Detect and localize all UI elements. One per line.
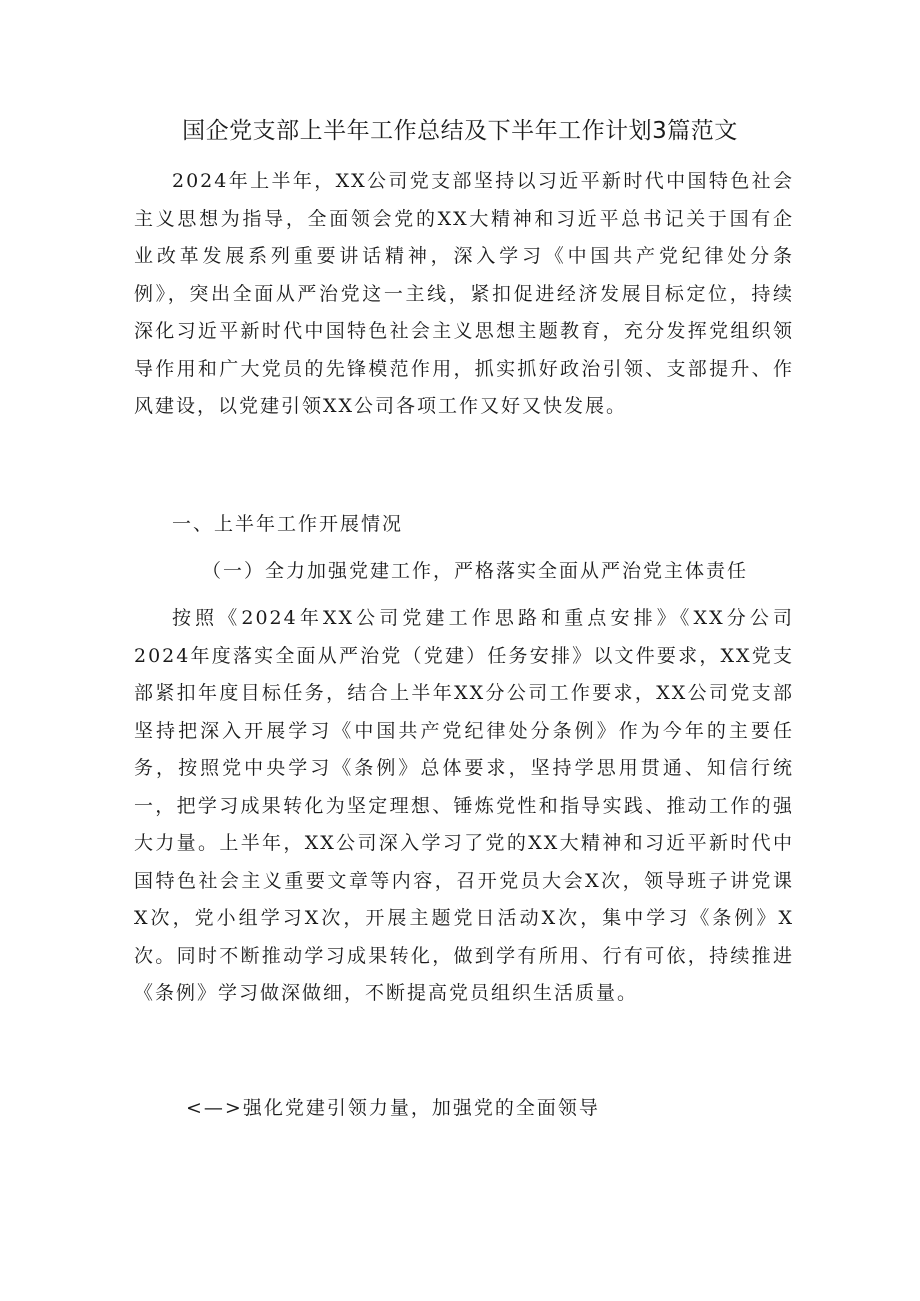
section-heading: 一、上半年工作开展情况 [172, 513, 404, 535]
subsection-1-paragraph: 按照《2024年XX公司党建工作思路和重点安排》《XX分公司2024年度落实全面从严治党（党建）任务安排》以文件要求，XX党支部紧扣年度目标任务，结合上半年XX分公司工作要求，XX公司党支部坚持把深入开展学习《中国共产党纪律处分条例》作为今年的主要任务，按照党中央学习《条例》总体要求，坚持学思用贯通、知信行统一，把学习成果转化为坚定理想、锤炼党性和指导实践、推动工作的强大力量。上半年，XX公司深入学习了党的XX大精神和习近平新时代中国特色社会主义重要文章等内容，召开党员大会X次，领导班子讲党课X次，党小组学习X次，开展主题党日活动X次，集中学习《条例》X次。同时不断推动学习成果转化，做到学有所用、行有可依，持续推进《条例》学习做深做细，不断提高党员组织生活质量。 [134, 607, 794, 1004]
subsection-2-heading: <—>强化党建引领力量，加强党的全面领导 [186, 1097, 600, 1119]
subsection-1-heading: （一）全力加强党建工作，严格落实全面从严治党主体责任 [202, 560, 749, 582]
intro-paragraph: 2024年上半年，XX公司党支部坚持以习近平新时代中国特色社会主义思想为指导，全面领会党的XX大精神和习近平总书记关于国有企业改革发展系列重要讲话精神，深入学习《中国共产党纪律处分条例》，突出全面从严治党这一主线，紧扣促进经济发展目标定位，持续深化习近平新时代中国特色社会主义思想主题教育，充分发挥党组织领导作用和广大党员的先锋模范作用，抓实抓好政治引领、支部提升、作风建设，以党建引领XX公司各项工作又好又快发展。 [134, 170, 794, 417]
document-title: 国企党支部上半年工作总结及下半年工作计划3篇范文 [182, 118, 738, 144]
